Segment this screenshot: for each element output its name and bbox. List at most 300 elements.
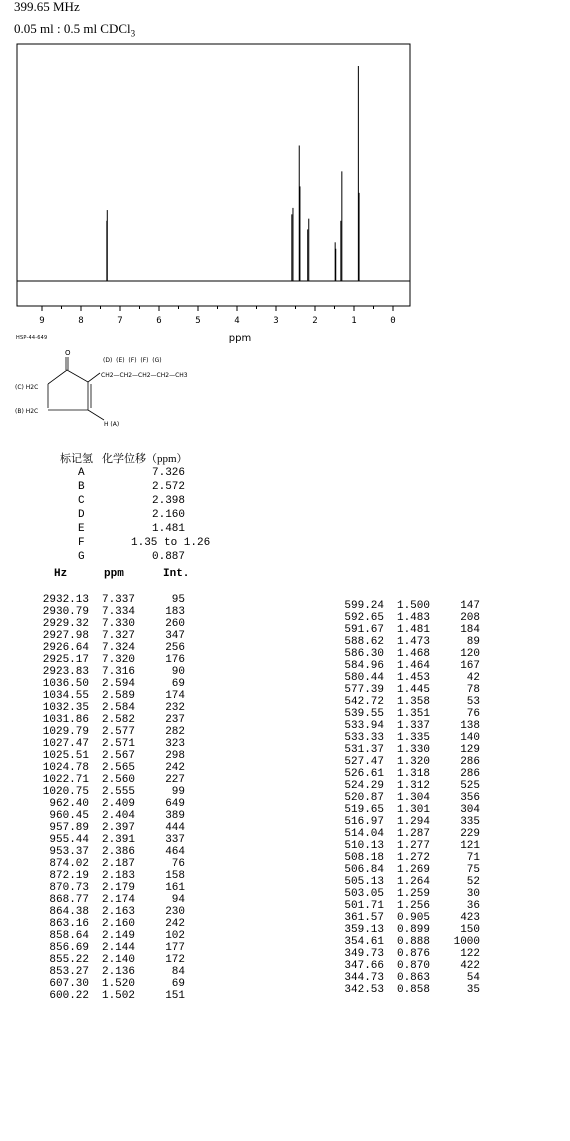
peak-row bbox=[37, 906, 207, 918]
peak-row bbox=[332, 912, 502, 924]
hz-value: 531.37 bbox=[344, 744, 384, 756]
peak-row bbox=[37, 834, 207, 846]
hz-value: 962.40 bbox=[49, 798, 89, 810]
ppm-value: 1.481 bbox=[396, 624, 430, 636]
hz-value: 2926.64 bbox=[42, 642, 89, 654]
ppm-value: 1.520 bbox=[101, 978, 135, 990]
x-tick-label: 2 bbox=[312, 316, 318, 326]
int-value: 323 bbox=[165, 738, 185, 750]
hz-value: 955.44 bbox=[49, 834, 89, 846]
ppm-value: 1.259 bbox=[396, 888, 430, 900]
peak-row bbox=[332, 708, 502, 720]
hz-value: 1036.50 bbox=[42, 678, 89, 690]
int-value: 176 bbox=[165, 654, 185, 666]
int-value: 208 bbox=[460, 612, 480, 624]
ppm-value: 0.858 bbox=[396, 984, 430, 996]
peak-row bbox=[37, 846, 207, 858]
solvent-text: 0.05 ml : 0.5 ml CDCl bbox=[14, 21, 131, 36]
ppm-value: 1.269 bbox=[396, 864, 430, 876]
peak-row bbox=[332, 780, 502, 792]
ppm-value: 1.318 bbox=[396, 768, 430, 780]
ppm-value: 1.468 bbox=[396, 648, 430, 660]
hz-value: 506.84 bbox=[344, 864, 384, 876]
ppm-value: 0.876 bbox=[396, 948, 430, 960]
ppm-value: 2.565 bbox=[101, 762, 135, 774]
hz-value: 1032.35 bbox=[42, 702, 89, 714]
hz-value: 960.45 bbox=[49, 810, 89, 822]
spectrometer-frequency: 399.65 MHz bbox=[14, 0, 80, 14]
int-value: 69 bbox=[171, 678, 185, 690]
ppm-value: 2.386 bbox=[101, 846, 135, 858]
int-value: 337 bbox=[165, 834, 185, 846]
hz-value: 342.53 bbox=[344, 984, 384, 996]
peak-row bbox=[332, 960, 502, 972]
molecule-structure bbox=[0, 340, 300, 435]
hz-value: 510.13 bbox=[344, 840, 384, 852]
ppm-value: 2.187 bbox=[101, 858, 135, 870]
peak-row bbox=[332, 720, 502, 732]
x-tick-label: 5 bbox=[195, 316, 201, 326]
int-value: 95 bbox=[171, 594, 185, 606]
peak-row bbox=[37, 942, 207, 954]
peak-row bbox=[332, 936, 502, 948]
chain-labels: (D) (E) (F) (F) (G) bbox=[103, 357, 162, 364]
ppm-value: 2.577 bbox=[101, 726, 135, 738]
hz-value: 607.30 bbox=[49, 978, 89, 990]
int-value: 242 bbox=[165, 762, 185, 774]
hz-value: 591.67 bbox=[344, 624, 384, 636]
ppm-header: ppm bbox=[104, 568, 124, 580]
ppm-value: 1.320 bbox=[396, 756, 430, 768]
int-value: 167 bbox=[460, 660, 480, 672]
int-value: 304 bbox=[460, 804, 480, 816]
int-value: 35 bbox=[466, 984, 480, 996]
ppm-value: 2.149 bbox=[101, 930, 135, 942]
int-value: 75 bbox=[466, 864, 480, 876]
peak-row bbox=[37, 894, 207, 906]
h-label: H (A) bbox=[104, 421, 120, 428]
int-value: 444 bbox=[165, 822, 185, 834]
hz-value: 526.61 bbox=[344, 768, 384, 780]
ppm-value: 2.144 bbox=[101, 942, 135, 954]
ppm-value: 7.334 bbox=[101, 606, 135, 618]
ppm-value: 1.453 bbox=[396, 672, 430, 684]
int-value: 138 bbox=[460, 720, 480, 732]
int-value: 102 bbox=[165, 930, 185, 942]
int-value: 122 bbox=[460, 948, 480, 960]
assign-label: E bbox=[78, 523, 85, 535]
int-value: 161 bbox=[165, 882, 185, 894]
hz-value: 853.27 bbox=[49, 966, 89, 978]
ppm-value: 1.337 bbox=[396, 720, 430, 732]
hz-value: 874.02 bbox=[49, 858, 89, 870]
x-tick-label: 4 bbox=[234, 316, 240, 326]
peak-row bbox=[332, 828, 502, 840]
peak-row bbox=[332, 636, 502, 648]
hz-value: 347.66 bbox=[344, 960, 384, 972]
int-value: 78 bbox=[466, 684, 480, 696]
ppm-value: 2.560 bbox=[101, 774, 135, 786]
ppm-value: 1.304 bbox=[396, 792, 430, 804]
int-header: Int. bbox=[163, 568, 190, 580]
sample-code: HSP-44-649 bbox=[16, 335, 48, 341]
hz-value: 361.57 bbox=[344, 912, 384, 924]
peak-row bbox=[37, 726, 207, 738]
peak-row bbox=[37, 594, 207, 606]
ppm-value: 1.277 bbox=[396, 840, 430, 852]
hz-value: 856.69 bbox=[49, 942, 89, 954]
hz-value: 533.33 bbox=[344, 732, 384, 744]
ppm-value: 2.174 bbox=[101, 894, 135, 906]
ppm-value: 2.160 bbox=[101, 918, 135, 930]
ppm-value: 1.483 bbox=[396, 612, 430, 624]
int-value: 230 bbox=[165, 906, 185, 918]
hz-value: 527.47 bbox=[344, 756, 384, 768]
peak-row bbox=[37, 954, 207, 966]
int-value: 347 bbox=[165, 630, 185, 642]
peak-row bbox=[332, 624, 502, 636]
peak-row bbox=[37, 870, 207, 882]
ppm-value: 0.899 bbox=[396, 924, 430, 936]
int-value: 30 bbox=[466, 888, 480, 900]
ppm-value: 1.358 bbox=[396, 696, 430, 708]
peak-row bbox=[37, 822, 207, 834]
ppm-value: 2.555 bbox=[101, 786, 135, 798]
hz-value: 349.73 bbox=[344, 948, 384, 960]
assign-label: C bbox=[78, 495, 85, 507]
int-value: 52 bbox=[466, 876, 480, 888]
solvent-subscript: 3 bbox=[130, 28, 136, 39]
int-value: 84 bbox=[171, 966, 185, 978]
hz-value: 501.71 bbox=[344, 900, 384, 912]
x-tick-label: 0 bbox=[390, 316, 396, 326]
hz-value: 508.18 bbox=[344, 852, 384, 864]
x-tick-label: 8 bbox=[78, 316, 84, 326]
chain-bond bbox=[88, 373, 100, 382]
peak-row bbox=[332, 744, 502, 756]
x-tick-label: 7 bbox=[117, 316, 123, 326]
hz-value: 868.77 bbox=[49, 894, 89, 906]
ppm-value: 1.301 bbox=[396, 804, 430, 816]
assign-label: D bbox=[78, 509, 85, 521]
nmr-spectrum-chart bbox=[0, 0, 570, 345]
ppm-value: 7.337 bbox=[101, 594, 135, 606]
int-value: 151 bbox=[165, 990, 185, 1002]
peak-row bbox=[37, 654, 207, 666]
int-value: 177 bbox=[165, 942, 185, 954]
hz-value: 858.64 bbox=[49, 930, 89, 942]
peak-row bbox=[332, 984, 502, 996]
hz-value: 957.89 bbox=[49, 822, 89, 834]
hz-value: 354.61 bbox=[344, 936, 384, 948]
int-value: 89 bbox=[466, 636, 480, 648]
ppm-value: 2.571 bbox=[101, 738, 135, 750]
ppm-value: 1.351 bbox=[396, 708, 430, 720]
ppm-value: 1.445 bbox=[396, 684, 430, 696]
peak-row bbox=[37, 786, 207, 798]
peak-row bbox=[332, 888, 502, 900]
ppm-value: 0.888 bbox=[396, 936, 430, 948]
hz-value: 514.04 bbox=[344, 828, 384, 840]
peak-row bbox=[332, 852, 502, 864]
hz-value: 524.29 bbox=[344, 780, 384, 792]
c-label: (C) H2C bbox=[15, 384, 39, 391]
peak-row bbox=[37, 798, 207, 810]
peak-row bbox=[332, 948, 502, 960]
hz-value: 870.73 bbox=[49, 882, 89, 894]
hz-value: 580.44 bbox=[344, 672, 384, 684]
ppm-value: 0.870 bbox=[396, 960, 430, 972]
int-value: 525 bbox=[460, 780, 480, 792]
ppm-value: 2.136 bbox=[101, 966, 135, 978]
hz-value: 586.30 bbox=[344, 648, 384, 660]
hz-value: 539.55 bbox=[344, 708, 384, 720]
hz-value: 359.13 bbox=[344, 924, 384, 936]
x-tick-label: 1 bbox=[351, 316, 357, 326]
hz-value: 599.24 bbox=[344, 600, 384, 612]
assign-label: B bbox=[78, 481, 85, 493]
ppm-value: 1.500 bbox=[396, 600, 430, 612]
peak-row bbox=[37, 966, 207, 978]
ppm-value: 1.272 bbox=[396, 852, 430, 864]
int-value: 227 bbox=[165, 774, 185, 786]
int-value: 174 bbox=[165, 690, 185, 702]
ppm-value: 2.582 bbox=[101, 714, 135, 726]
assign-label: A bbox=[78, 467, 85, 479]
peak-row bbox=[332, 684, 502, 696]
ppm-value: 2.584 bbox=[101, 702, 135, 714]
int-value: 42 bbox=[466, 672, 480, 684]
hz-value: 2927.98 bbox=[42, 630, 89, 642]
int-value: 260 bbox=[165, 618, 185, 630]
peak-row bbox=[37, 810, 207, 822]
peak-row bbox=[37, 642, 207, 654]
int-value: 129 bbox=[460, 744, 480, 756]
peak-row bbox=[332, 648, 502, 660]
int-value: 256 bbox=[165, 642, 185, 654]
peak-row bbox=[37, 918, 207, 930]
ppm-value: 2.594 bbox=[101, 678, 135, 690]
assign-header-label bbox=[60, 452, 93, 467]
peak-row bbox=[332, 768, 502, 780]
peak-row bbox=[332, 804, 502, 816]
hz-value: 577.39 bbox=[344, 684, 384, 696]
peak-row bbox=[332, 816, 502, 828]
ppm-value: 7.320 bbox=[101, 654, 135, 666]
hz-value: 953.37 bbox=[49, 846, 89, 858]
carbonyl-oxygen: O bbox=[65, 349, 71, 357]
ppm-value: 2.589 bbox=[101, 690, 135, 702]
hz-value: 1027.47 bbox=[42, 738, 89, 750]
ppm-value: 2.391 bbox=[101, 834, 135, 846]
int-value: 158 bbox=[165, 870, 185, 882]
hz-value: 2932.13 bbox=[42, 594, 89, 606]
peak-row bbox=[37, 930, 207, 942]
peak-row bbox=[37, 882, 207, 894]
peak-row bbox=[332, 612, 502, 624]
hz-value: 1022.71 bbox=[42, 774, 89, 786]
hz-value: 542.72 bbox=[344, 696, 384, 708]
ppm-value: 2.409 bbox=[101, 798, 135, 810]
hz-value: 584.96 bbox=[344, 660, 384, 672]
int-value: 183 bbox=[165, 606, 185, 618]
peak-row bbox=[37, 978, 207, 990]
hz-value: 1020.75 bbox=[42, 786, 89, 798]
int-value: 53 bbox=[466, 696, 480, 708]
ring-bond-1 bbox=[67, 370, 88, 382]
ppm-value: 2.179 bbox=[101, 882, 135, 894]
hz-value: 600.22 bbox=[49, 990, 89, 1002]
peak-row bbox=[332, 660, 502, 672]
hz-value: 864.38 bbox=[49, 906, 89, 918]
int-value: 464 bbox=[165, 846, 185, 858]
int-value: 54 bbox=[466, 972, 480, 984]
hz-value: 1029.79 bbox=[42, 726, 89, 738]
hz-value: 592.65 bbox=[344, 612, 384, 624]
int-value: 232 bbox=[165, 702, 185, 714]
x-axis-ticks bbox=[39, 306, 395, 326]
ppm-value: 2.183 bbox=[101, 870, 135, 882]
ppm-value: 1.502 bbox=[101, 990, 135, 1002]
hz-value: 1034.55 bbox=[42, 690, 89, 702]
int-value: 649 bbox=[165, 798, 185, 810]
hz-value: 505.13 bbox=[344, 876, 384, 888]
int-value: 389 bbox=[165, 810, 185, 822]
int-value: 286 bbox=[460, 768, 480, 780]
int-value: 71 bbox=[466, 852, 480, 864]
hz-value: 1031.86 bbox=[42, 714, 89, 726]
ppm-value: 7.316 bbox=[101, 666, 135, 678]
ppm-value: 1.256 bbox=[396, 900, 430, 912]
peaks-group bbox=[107, 66, 359, 281]
peak-row bbox=[37, 630, 207, 642]
int-value: 229 bbox=[460, 828, 480, 840]
peak-row bbox=[332, 672, 502, 684]
hz-value: 2925.17 bbox=[42, 654, 89, 666]
peak-row bbox=[37, 750, 207, 762]
ppm-value: 2.140 bbox=[101, 954, 135, 966]
int-value: 242 bbox=[165, 918, 185, 930]
peak-row bbox=[37, 678, 207, 690]
int-value: 69 bbox=[171, 978, 185, 990]
peak-row bbox=[37, 606, 207, 618]
hz-value: 863.16 bbox=[49, 918, 89, 930]
peak-row bbox=[332, 696, 502, 708]
int-value: 237 bbox=[165, 714, 185, 726]
int-value: 1000 bbox=[453, 936, 480, 948]
b-label: (B) H2C bbox=[15, 408, 39, 415]
int-value: 335 bbox=[460, 816, 480, 828]
peak-row bbox=[332, 756, 502, 768]
assign-col2-header: 化学位移（ppm） bbox=[102, 453, 188, 465]
peak-row bbox=[332, 732, 502, 744]
peak-row bbox=[332, 924, 502, 936]
plot-frame bbox=[17, 44, 410, 306]
peak-row bbox=[332, 600, 502, 612]
peak-row bbox=[37, 618, 207, 630]
assign-label: G bbox=[78, 551, 85, 563]
ppm-value: 1.330 bbox=[396, 744, 430, 756]
int-value: 140 bbox=[460, 732, 480, 744]
assign-col1-header: 标记氢 bbox=[60, 453, 93, 465]
hz-value: 516.97 bbox=[344, 816, 384, 828]
hz-value: 1025.51 bbox=[42, 750, 89, 762]
h-bond bbox=[88, 410, 104, 420]
hz-header: Hz bbox=[54, 568, 68, 580]
int-value: 76 bbox=[466, 708, 480, 720]
hz-value: 520.87 bbox=[344, 792, 384, 804]
hz-value: 344.73 bbox=[344, 972, 384, 984]
ppm-value: 2.163 bbox=[101, 906, 135, 918]
ppm-value: 1.464 bbox=[396, 660, 430, 672]
peak-row bbox=[332, 792, 502, 804]
ppm-value: 1.312 bbox=[396, 780, 430, 792]
ppm-value: 7.330 bbox=[101, 618, 135, 630]
ppm-value: 1.264 bbox=[396, 876, 430, 888]
int-value: 147 bbox=[460, 600, 480, 612]
int-value: 423 bbox=[460, 912, 480, 924]
hz-value: 2923.83 bbox=[42, 666, 89, 678]
int-value: 422 bbox=[460, 960, 480, 972]
peak-row bbox=[37, 702, 207, 714]
ppm-value: 2.567 bbox=[101, 750, 135, 762]
int-value: 286 bbox=[460, 756, 480, 768]
assign-header-shift bbox=[102, 452, 188, 467]
x-axis-label: ppm bbox=[228, 333, 252, 344]
hz-value: 588.62 bbox=[344, 636, 384, 648]
ppm-value: 1.294 bbox=[396, 816, 430, 828]
int-value: 99 bbox=[171, 786, 185, 798]
x-tick-label: 6 bbox=[156, 316, 162, 326]
int-value: 282 bbox=[165, 726, 185, 738]
int-value: 172 bbox=[165, 954, 185, 966]
peak-row bbox=[37, 762, 207, 774]
int-value: 184 bbox=[460, 624, 480, 636]
hz-value: 1024.78 bbox=[42, 762, 89, 774]
ppm-value: 2.404 bbox=[101, 810, 135, 822]
x-tick-label: 3 bbox=[273, 316, 279, 326]
peak-row bbox=[332, 876, 502, 888]
assign-label: F bbox=[78, 537, 85, 549]
side-chain: CH2—CH2—CH2—CH2—CH3 bbox=[101, 372, 188, 379]
hz-value: 2929.32 bbox=[42, 618, 89, 630]
peak-row bbox=[37, 714, 207, 726]
ppm-value: 7.324 bbox=[101, 642, 135, 654]
hz-value: 855.22 bbox=[49, 954, 89, 966]
peak-row bbox=[37, 690, 207, 702]
ring-bond-2 bbox=[48, 370, 67, 384]
int-value: 121 bbox=[460, 840, 480, 852]
peak-row bbox=[37, 990, 207, 1002]
ppm-value: 0.905 bbox=[396, 912, 430, 924]
peak-row bbox=[37, 738, 207, 750]
x-tick-label: 9 bbox=[39, 316, 45, 326]
int-value: 94 bbox=[171, 894, 185, 906]
ppm-value: 2.397 bbox=[101, 822, 135, 834]
peak-row bbox=[37, 858, 207, 870]
int-value: 36 bbox=[466, 900, 480, 912]
int-value: 298 bbox=[165, 750, 185, 762]
peak-row bbox=[332, 864, 502, 876]
ppm-value: 0.863 bbox=[396, 972, 430, 984]
ppm-value: 1.287 bbox=[396, 828, 430, 840]
peak-row bbox=[332, 900, 502, 912]
int-value: 150 bbox=[460, 924, 480, 936]
int-value: 90 bbox=[171, 666, 185, 678]
hz-value: 503.05 bbox=[344, 888, 384, 900]
hz-value: 2930.79 bbox=[42, 606, 89, 618]
ppm-value: 1.335 bbox=[396, 732, 430, 744]
